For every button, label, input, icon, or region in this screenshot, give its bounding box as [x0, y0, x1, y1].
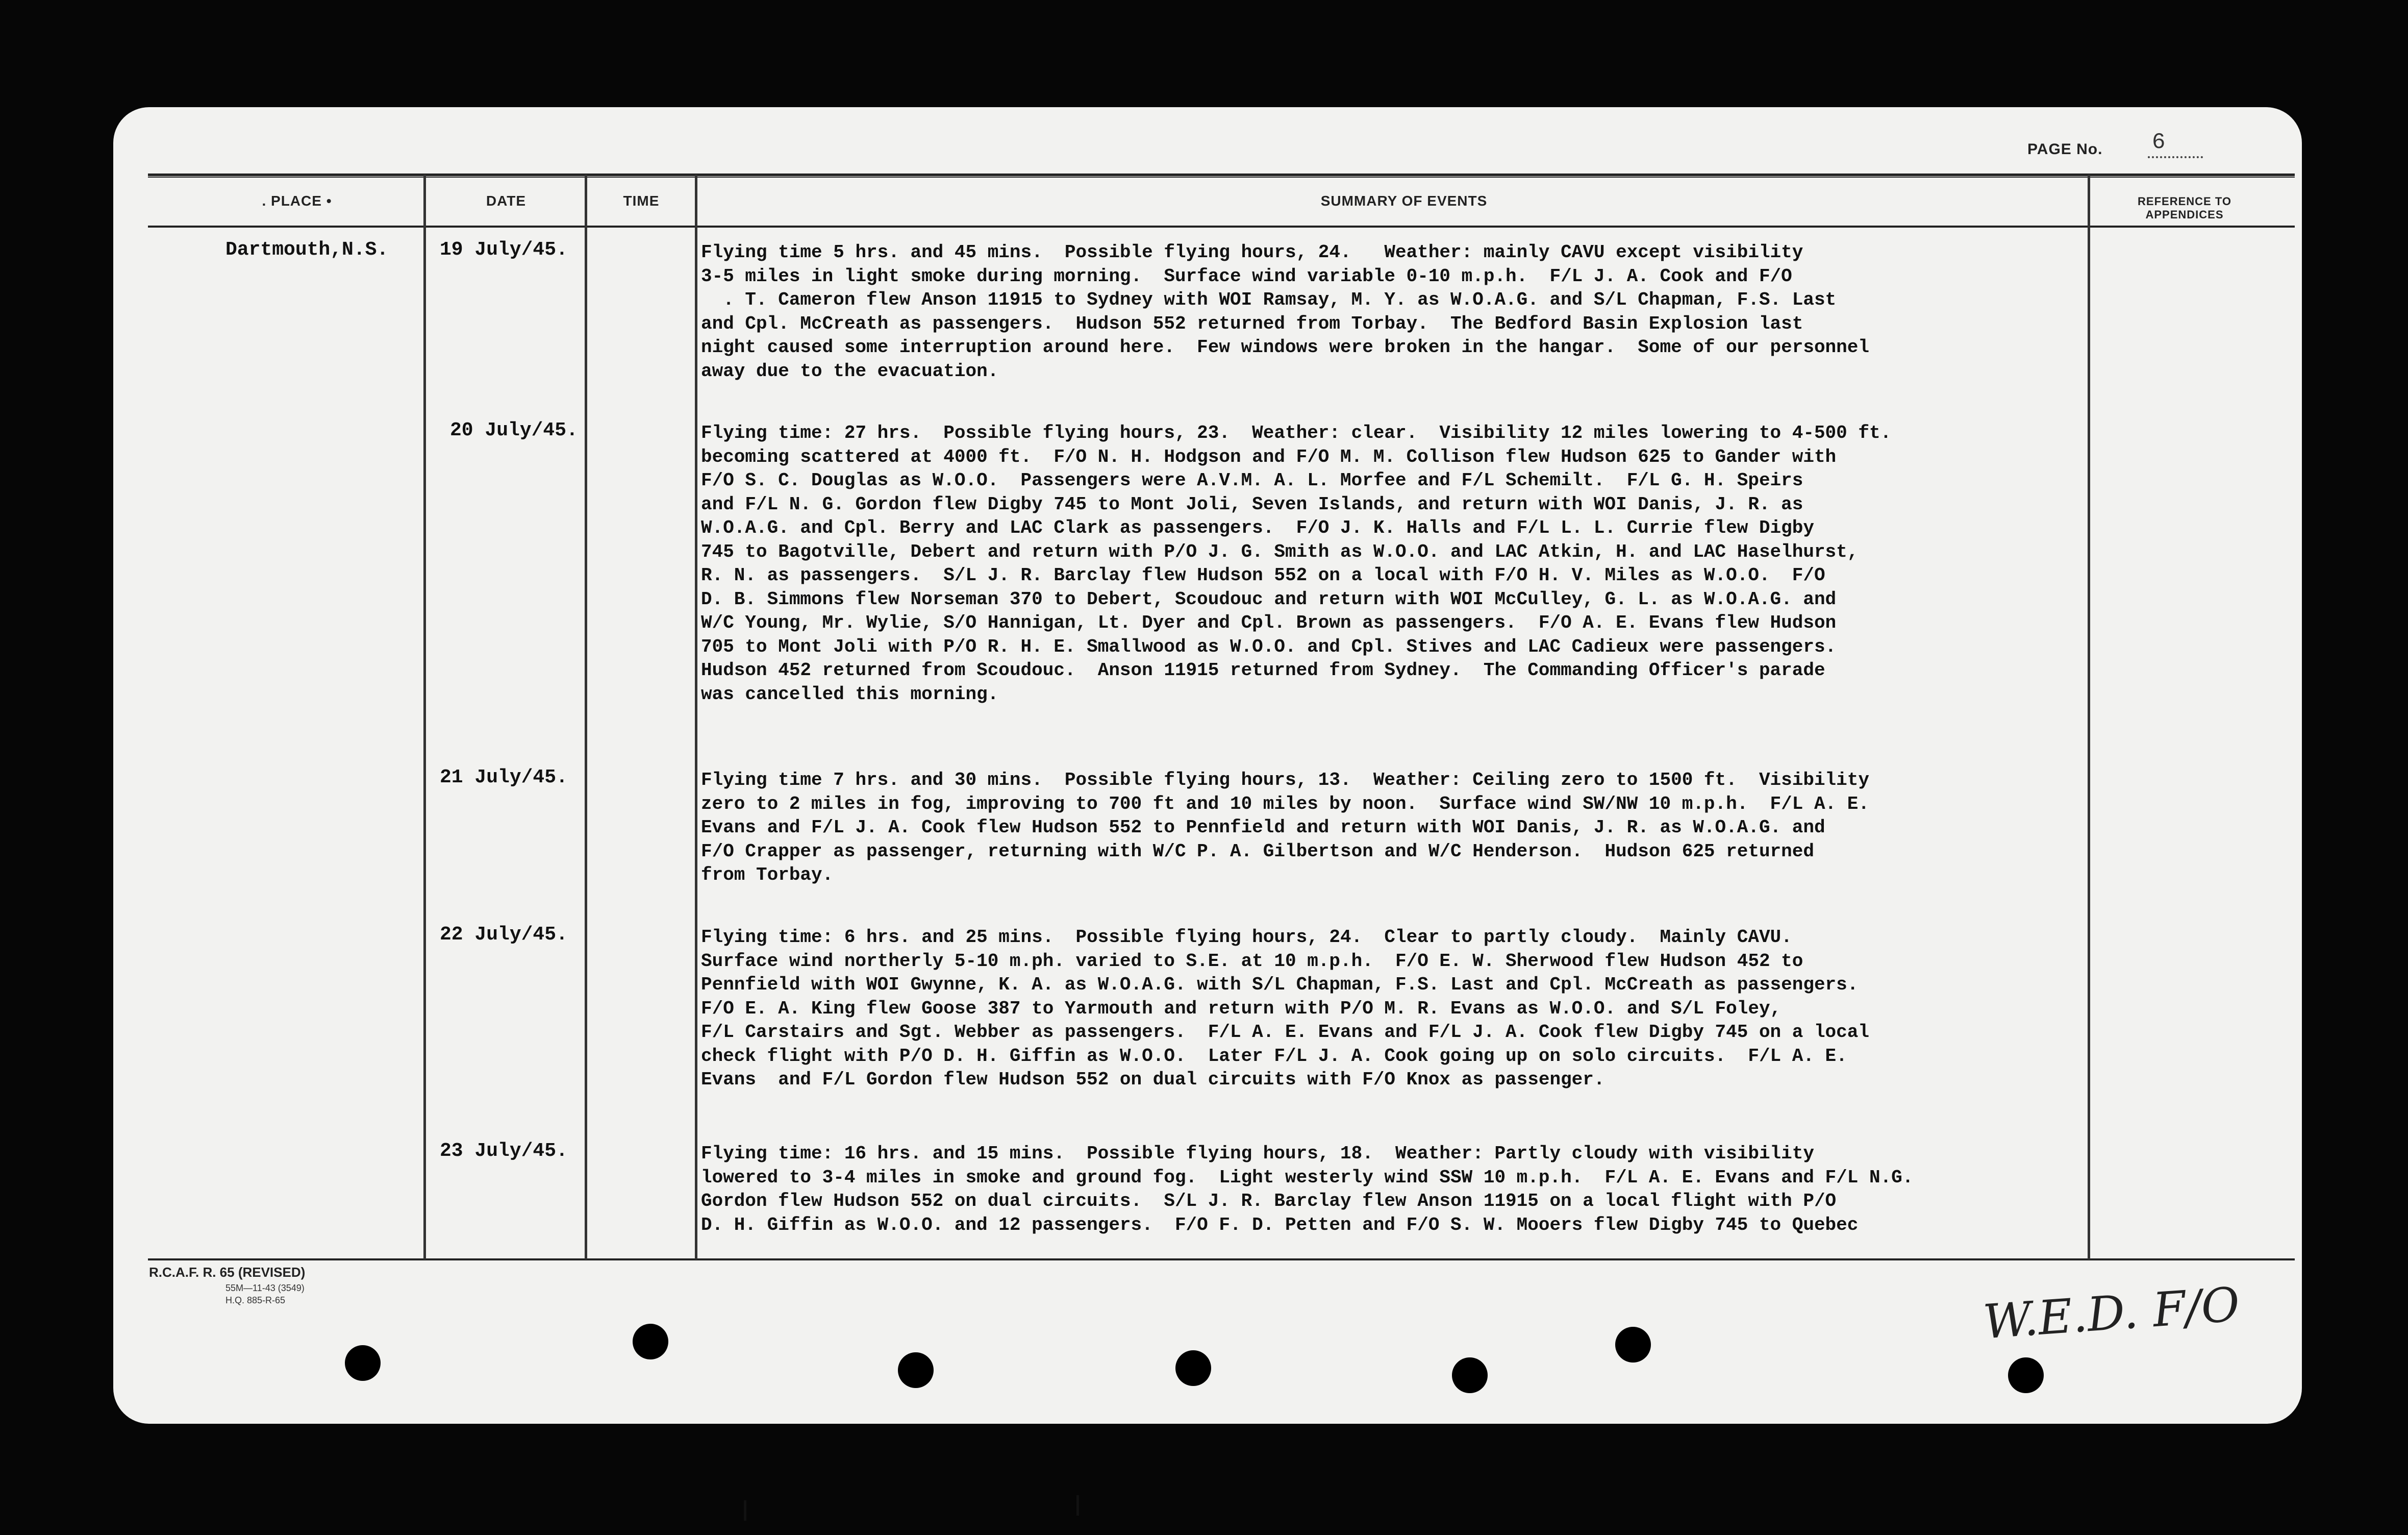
top-rule-thin: [148, 177, 2295, 178]
date-entry-2: 20 July/45.: [450, 419, 578, 441]
column-header-reference: REFERENCE TO APPENDICES: [2138, 195, 2231, 221]
top-rule: [148, 174, 2295, 176]
handwritten-initials: W.E.D. F/O: [1981, 1277, 2242, 1350]
summary-entry-2: Flying time: 27 hrs. Possible flying hours, 23. Weather: clear. Visibility 12 miles lowering to 4-500 ft. becoming scattered at 4000 ft. F/O N. H. Hodgson and F/O M. M. Collison flew Hudson 625 to Gander with F/O S. C. Douglas as W.O.O. Passengers were A.V.M. A. L. Morfee and F/L Schemilt. F/L G. H. Speirs and F/L N. G. Gordon flew Digby 745 to Mont Joli, Seven Islands, and return with WOI Danis, J. R. as W.O.A.G. and Cpl. Berry and LAC Clark as passengers. F/O J. K. Halls and F/L L. L. Currie flew Digby 745 to Bagotville, Debert and return with P/O J. G. Smith as W.O.O. and LAC Atkin, H. and LAC Haselhurst, R. N. as passengers. S/L J. R. Barclay flew Hudson 552 on a local with F/O H. V. Miles as W.O.O. F/O D. B. Simmons flew Norseman 370 to Debert, Scoudouc and return with WOI McCulley, G. L. as W.O.A.G. and W/C Young, Mr. Wylie, S/O Hannigan, Lt. Dyer and Cpl. Brown as passengers. F/O A. E. Evans flew Hudson 705 to Mont Joli with P/O R. H. E. Smallwood as W.O.O. and Cpl. Stives and LAC Cadieux were passengers. Hudson 452 returned from Scoudouc. Anson 11915 returned from Sydney. The Commanding Officer's parade was cancelled this morning.: [701, 423, 1892, 705]
column-rule-place-date: [423, 175, 426, 1259]
binder-hole: [1615, 1327, 1651, 1363]
binder-hole: [1452, 1357, 1488, 1393]
column-rule-date-time: [585, 175, 587, 1259]
date-entry-1: 19 July/45.: [440, 239, 568, 261]
date-entry-3: 21 July/45.: [440, 766, 568, 788]
place-entry: Dartmouth,N.S.: [225, 239, 389, 261]
page-number: 6: [2152, 130, 2166, 155]
binder-hole: [1175, 1350, 1211, 1386]
form-identifier: R.C.A.F. R. 65 (REVISED): [149, 1265, 306, 1280]
column-header-date: DATE: [486, 193, 526, 209]
summary-entry-4: Flying time: 6 hrs. and 25 mins. Possible flying hours, 24. Clear to partly cloudy. Mainly CAVU. Surface wind northerly 5-10 m.ph. varied to S.E. at 10 m.p.h. F/O E. W. Sherwood flew Hudson 452 to Pennfield with WOI Gwynne, K. A. as W.O.A.G. with S/L Chapman, F.S. Last and Cpl. McCreath as passengers. F/O E. A. King flew Goose 387 to Yarmouth and return with P/O M. R. Evans as W.O.O. and S/L Foley, F/L Carstairs and Sgt. Webber as passengers. F/L A. E. Evans and F/L J. A. Cook flew Digby 745 on a local check flight with P/O D. H. Giffin as W.O.O. Later F/L J. A. Cook going up on solo circuits. F/L A. E. Evans and F/L Gordon flew Hudson 552 on dual circuits with F/O Knox as passenger.: [701, 927, 1869, 1090]
diary-sheet: [113, 107, 2302, 1424]
page-label: PAGE No.: [2027, 141, 2103, 158]
column-rule-time-summary: [695, 175, 697, 1259]
edge-mark: [1076, 1495, 1079, 1516]
binder-hole: [898, 1352, 934, 1388]
column-header-place: . PLACE •: [262, 193, 332, 209]
binder-hole: [633, 1324, 668, 1359]
table-bottom-rule: [148, 1258, 2295, 1260]
summary-entry-1: Flying time 5 hrs. and 45 mins. Possible flying hours, 24. Weather: mainly CAVU except visibility 3-5 miles in light smoke during morning. Surface wind variable 0-10 m.p.h. F/L J. A. Cook and F/O . T. Cameron flew Anson 11915 to Sydney with WOI Ramsay, M. Y. as W.O.A.G. and S/L Chapman, F.S. Last and Cpl. McCreath as passengers. Hudson 552 returned from Torbay. The Bedford Basin Explosion last night caused some interruption around here. Few windows were broken in the hangar. Some of our personnel away due to the evacuation.: [701, 242, 1869, 382]
column-header-summary: SUMMARY OF EVENTS: [1320, 193, 1488, 209]
page-number-dotted-line: [2148, 156, 2203, 158]
summary-entry-5: Flying time: 16 hrs. and 15 mins. Possible flying hours, 18. Weather: Partly cloudy with visibility lowered to 3-4 miles in smoke and ground fog. Light westerly wind SSW 10 m.p.h. F/L A. E. Evans and F/L N.G. Gordon flew Hudson 552 on dual circuits. S/L J. R. Barclay flew Anson 11915 on a local flight with P/O D. H. Giffin as W.O.O. and 12 passengers. F/O F. D. Petten and F/O S. W. Mooers flew Digby 745 to Quebec: [701, 1143, 1914, 1235]
header-bottom-rule: [148, 226, 2295, 228]
date-entry-4: 22 July/45.: [440, 924, 568, 946]
form-code: 55M—11-43 (3549) H.Q. 885-R-65: [225, 1283, 305, 1305]
edge-mark: [744, 1500, 746, 1521]
summary-entry-3: Flying time 7 hrs. and 30 mins. Possible flying hours, 13. Weather: Ceiling zero to 1500 ft. Visibility zero to 2 miles in fog, improving to 700 ft and 10 miles by noon. Surface wind SW/NW 10 m.p.h. F/L A. E. Evans and F/L J. A. Cook flew Hudson 552 to Pennfield and return with WOI Danis, J. R. as W.O.A.G. and F/O Crapper as passenger, returning with W/C P. A. Gilbertson and W/C Henderson. Hudson 625 returned from Torbay.: [701, 770, 1869, 885]
binder-hole: [2008, 1357, 2044, 1393]
binder-hole: [345, 1345, 381, 1381]
column-header-time: TIME: [623, 193, 660, 209]
date-entry-5: 23 July/45.: [440, 1140, 568, 1162]
